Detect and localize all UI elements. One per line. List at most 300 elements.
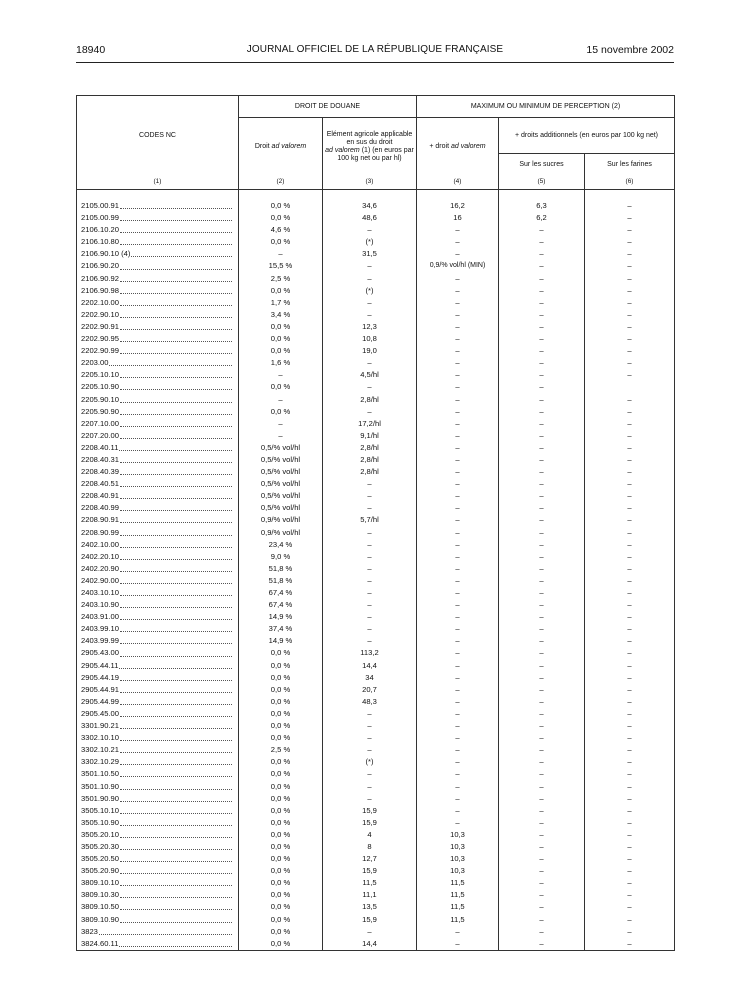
droit-ad-valorem: 0,5/% vol/hl [239,442,323,454]
droit-add-farines: – [585,877,675,889]
leader-dots [120,788,232,790]
code-nc-cell [77,781,239,793]
leader-dots [120,908,232,910]
plus-droit-ad-valorem: 11,5 [417,914,499,926]
droit-ad-valorem: 0,0 % [239,285,323,297]
plus-droit-ad-valorem: – [417,394,499,406]
table-row [77,442,675,454]
element-agricole: 12,3 [323,321,417,333]
table-row [77,248,675,260]
plus-droit-ad-valorem: – [417,781,499,793]
table-row [77,684,675,696]
code-nc-cell [77,466,239,478]
element-agricole: 19,0 [323,345,417,357]
plus-droit-ad-valorem: – [417,454,499,466]
table-row [77,357,675,369]
element-agricole: – [323,551,417,563]
droit-add-sucres: 6,2 [499,212,585,224]
code-nc-cell [77,647,239,659]
table-row [77,732,675,744]
code-nc-cell [77,829,239,841]
code-nc-cell [77,502,239,514]
max-min-header: MAXIMUM OU MINIMUM DE PERCEPTION (2) [417,96,675,118]
code-nc-cell [77,248,239,260]
code-nc: 2403.91.00 [81,612,120,622]
code-nc: 3809.10.30 [81,890,120,900]
code-nc: 3505.20.50 [81,854,120,864]
code-nc-cell [77,805,239,817]
code-nc-cell [77,901,239,913]
droit-add-farines: – [585,406,675,418]
leader-dots [120,594,232,596]
plus-droit-ad-valorem: – [417,297,499,309]
leader-dots [120,401,232,403]
droit-add-farines: – [585,672,675,684]
plus-droit-ad-valorem: – [417,551,499,563]
plus-droit-ad-valorem: – [417,514,499,526]
table-row [77,635,675,647]
element-agricole: 15,9 [323,914,417,926]
droit-add-sucres: – [499,599,585,611]
element-agricole: – [323,793,417,805]
table-row [77,345,675,357]
droit-add-sucres: – [499,732,585,744]
code-nc: 2205.10.10 [81,370,120,380]
droit-add-farines: – [585,466,675,478]
droit-add-farines: – [585,478,675,490]
droit-add-sucres: – [499,224,585,236]
element-agricole: 15,9 [323,805,417,817]
code-nc: 2202.10.00 [81,297,120,307]
droit-add-farines: – [585,563,675,575]
droit-ad-valorem: 1,6 % [239,357,323,369]
droit-ad-valorem: 0,0 % [239,805,323,817]
table-row [77,877,675,889]
leader-dots [120,413,232,415]
table-row [77,901,675,913]
code-nc: 2203.00 [81,358,109,368]
element-agricole: (*) [323,236,417,248]
droit-ad-valorem: 9,0 % [239,551,323,563]
table-row [77,514,675,526]
droit-add-farines: – [585,841,675,853]
leader-dots [120,352,232,354]
code-nc: 2208.40.51 [81,479,120,489]
table-row [77,273,675,285]
leader-dots [120,437,232,439]
leader-dots [120,304,232,306]
element-agricole: – [323,732,417,744]
code-nc-cell [77,587,239,599]
table-row [77,478,675,490]
table-row [77,418,675,430]
droit-ad-valorem: 0,5/% vol/hl [239,454,323,466]
droit-ad-valorem: 14,9 % [239,635,323,647]
code-nc: 3501.10.90 [81,781,120,791]
droit-ad-valorem: 0,0 % [239,720,323,732]
plus-droit-ad-valorem: – [417,248,499,260]
code-nc: 3302.10.21 [81,745,120,755]
droit-add-sucres: – [499,672,585,684]
leader-dots [120,896,232,898]
droit-add-farines: – [585,781,675,793]
element-agricole: – [323,490,417,502]
droit-add-farines: – [585,793,675,805]
code-nc: 3505.20.30 [81,841,120,851]
droit-add-sucres: – [499,357,585,369]
code-nc-cell [77,224,239,236]
code-nc-cell [77,768,239,780]
code-nc: 2402.90.00 [81,575,120,585]
plus-droit-header: + droit ad valorem [417,118,499,176]
droit-add-sucres: – [499,635,585,647]
element-agricole: – [323,502,417,514]
droit-ad-valorem: 3,4 % [239,309,323,321]
droit-add-sucres: – [499,418,585,430]
element-agricole: 48,6 [323,212,417,224]
droit-add-sucres: – [499,817,585,829]
element-agricole: (*) [323,285,417,297]
plus-droit-ad-valorem: – [417,587,499,599]
element-agricole: 14,4 [323,660,417,672]
code-nc-cell [77,720,239,732]
leader-dots [120,618,232,620]
element-agricole: – [323,309,417,321]
leader-dots [120,703,232,705]
leader-dots [120,219,232,221]
droit-add-sucres: – [499,273,585,285]
leader-dots [120,485,232,487]
code-nc: 3505.20.90 [81,866,120,876]
leader-dots [120,727,232,729]
droit-ad-valorem: 0,0 % [239,333,323,345]
col-number-1: (1) [77,176,239,190]
droit-add-sucres: – [499,345,585,357]
droit-add-farines: – [585,200,675,212]
droit-add-farines: – [585,817,675,829]
code-nc-cell [77,889,239,901]
code-nc-cell [77,877,239,889]
code-nc: 2202.90.99 [81,346,120,356]
plus-droit-ad-valorem: – [417,672,499,684]
code-nc-cell [77,539,239,551]
code-nc-cell [77,406,239,418]
element-agricole: – [323,563,417,575]
leader-dots [109,364,232,366]
droit-add-sucres: – [499,260,585,272]
sur-farines-header: Sur les farines [585,154,675,176]
leader-dots [120,207,232,209]
col-number-6: (6) [585,176,675,190]
droit-ad-valorem-header: Droit ad valorem [239,118,323,176]
droit-add-farines: – [585,805,675,817]
plus-droit-ad-valorem: – [417,309,499,321]
element-agricole: – [323,587,417,599]
code-nc-cell [77,623,239,635]
droit-add-sucres: – [499,611,585,623]
table-row [77,369,675,381]
table-row [77,696,675,708]
droit-add-farines: – [585,527,675,539]
droit-add-sucres: – [499,490,585,502]
element-agricole: – [323,635,417,647]
code-nc-cell [77,430,239,442]
code-nc: 3809.10.90 [81,914,120,924]
plus-droit-ad-valorem: – [417,224,499,236]
element-agricole: 113,2 [323,647,417,659]
droit-add-sucres: – [499,877,585,889]
code-nc-cell [77,454,239,466]
droit-add-farines: – [585,394,675,406]
table-row [77,466,675,478]
droit-add-sucres: – [499,914,585,926]
droit-add-farines: – [585,720,675,732]
droit-add-sucres: – [499,236,585,248]
droit-add-farines: – [585,224,675,236]
leader-dots [120,691,232,693]
code-nc: 2207.20.00 [81,430,120,440]
leader-dots [120,655,232,657]
table-row [77,490,675,502]
droit-ad-valorem: 0,0 % [239,647,323,659]
droit-ad-valorem: 2,5 % [239,744,323,756]
table-row [77,321,675,333]
leader-dots [120,921,232,923]
droit-add-farines: – [585,248,675,260]
code-nc-cell [77,744,239,756]
element-agricole: 10,8 [323,333,417,345]
droit-add-sucres: – [499,708,585,720]
droit-add-farines: – [585,212,675,224]
droit-ad-valorem: 51,8 % [239,563,323,575]
droit-add-sucres: – [499,938,585,951]
code-nc: 2402.20.90 [81,563,120,573]
plus-droit-ad-valorem: – [417,708,499,720]
droit-add-sucres: – [499,333,585,345]
droit-ad-valorem: 0,0 % [239,781,323,793]
code-nc: 2207.10.00 [81,418,120,428]
code-nc: 2106.10.20 [81,225,120,235]
code-nc: 2208.40.31 [81,454,120,464]
plus-droit-ad-valorem: – [417,406,499,418]
droit-add-sucres: – [499,660,585,672]
table-row [77,200,675,212]
leader-dots [120,461,232,463]
element-agricole: – [323,527,417,539]
table-row [77,527,675,539]
plus-droit-ad-valorem: 16 [417,212,499,224]
code-nc: 2905.43.00 [81,648,120,658]
table-row [77,720,675,732]
table-row [77,660,675,672]
plus-droit-ad-valorem: – [417,357,499,369]
code-nc: 2202.90.10 [81,309,120,319]
droit-ad-valorem: 0,0 % [239,672,323,684]
element-agricole: 2,8/hl [323,394,417,406]
code-nc: 2208.40.99 [81,503,120,513]
code-nc-cell [77,345,239,357]
droit-ad-valorem: 4,6 % [239,224,323,236]
plus-droit-ad-valorem: – [417,466,499,478]
table-row [77,672,675,684]
droit-ad-valorem: 0,0 % [239,321,323,333]
element-agricole: 34 [323,672,417,684]
element-agricole: 11,5 [323,877,417,889]
code-nc: 3809.10.10 [81,878,120,888]
droit-ad-valorem: – [239,248,323,260]
code-nc-cell [77,442,239,454]
droit-add-sucres: – [499,756,585,768]
plus-droit-ad-valorem: – [417,938,499,951]
droit-add-sucres: – [499,575,585,587]
code-nc-cell [77,575,239,587]
element-agricole: – [323,926,417,938]
droit-add-farines: – [585,539,675,551]
code-nc: 2208.90.91 [81,515,120,525]
droit-add-farines: – [585,418,675,430]
droit-add-farines: – [585,430,675,442]
code-nc-cell [77,732,239,744]
code-nc-cell [77,853,239,865]
droit-add-farines: – [585,502,675,514]
droit-add-farines: – [585,514,675,526]
droit-add-farines: – [585,454,675,466]
droit-ad-valorem: 2,5 % [239,273,323,285]
leader-dots [120,763,232,765]
droit-add-farines: – [585,938,675,951]
droit-ad-valorem: 67,4 % [239,599,323,611]
droit-add-farines: – [585,684,675,696]
code-nc: 2205.10.90 [81,382,120,392]
droit-add-farines: – [585,369,675,381]
code-nc-cell [77,563,239,575]
table-row [77,914,675,926]
droit-add-farines: – [585,309,675,321]
code-nc: 2403.99.10 [81,624,120,634]
code-nc: 2205.90.90 [81,406,120,416]
leader-dots [119,667,232,669]
code-nc: 3501.10.50 [81,769,120,779]
droit-ad-valorem: 0,0 % [239,345,323,357]
droit-add-sucres: – [499,720,585,732]
leader-dots [120,473,232,475]
droit-add-farines: – [585,599,675,611]
code-nc-cell [77,478,239,490]
droit-add-farines: – [585,853,675,865]
droit-add-sucres: – [499,514,585,526]
droit-ad-valorem: 0,5/% vol/hl [239,478,323,490]
leader-dots [120,558,232,560]
droit-add-sucres: – [499,684,585,696]
droit-add-farines: – [585,889,675,901]
code-nc-cell [77,321,239,333]
droit-add-sucres: – [499,853,585,865]
code-nc: 2403.99.99 [81,636,120,646]
droit-add-sucres: – [499,926,585,938]
element-agricole: 2,8/hl [323,454,417,466]
droit-add-farines: – [585,914,675,926]
code-nc: 3302.10.29 [81,757,120,767]
plus-droit-ad-valorem: – [417,817,499,829]
element-agricole: 12,7 [323,853,417,865]
code-nc-cell [77,212,239,224]
element-agricole: – [323,768,417,780]
droit-ad-valorem: 1,7 % [239,297,323,309]
element-agricole: – [323,406,417,418]
droit-ad-valorem: 23,4 % [239,539,323,551]
table-row [77,756,675,768]
plus-droit-ad-valorem: – [417,502,499,514]
code-nc: 3505.20.10 [81,829,120,839]
droit-add-sucres: – [499,502,585,514]
code-nc: 2208.90.99 [81,527,120,537]
droit-ad-valorem: – [239,418,323,430]
leader-dots [120,292,232,294]
element-agricole: 9,1/hl [323,430,417,442]
plus-droit-ad-valorem: – [417,575,499,587]
code-nc: 2106.90.10 (4) [81,249,131,259]
droit-ad-valorem: 0,5/% vol/hl [239,502,323,514]
table-row [77,539,675,551]
leader-dots [120,630,232,632]
code-nc-cell [77,672,239,684]
element-agricole: 34,6 [323,200,417,212]
droit-de-douane-header: DROIT DE DOUANE [239,96,417,118]
droit-add-sucres: – [499,466,585,478]
droit-add-farines: – [585,273,675,285]
droit-add-farines: – [585,647,675,659]
droit-ad-valorem: 0,0 % [239,889,323,901]
droit-ad-valorem: – [239,430,323,442]
table-row [77,551,675,563]
droit-ad-valorem: 0,0 % [239,236,323,248]
element-agricole: – [323,781,417,793]
plus-droit-ad-valorem: – [417,732,499,744]
droit-add-sucres: 6,3 [499,200,585,212]
leader-dots [120,497,232,499]
col-number-3: (3) [323,176,417,190]
droit-add-sucres: – [499,285,585,297]
droit-add-sucres: – [499,829,585,841]
droit-add-farines: – [585,236,675,248]
code-nc-cell [77,865,239,877]
code-nc: 2402.10.00 [81,539,120,549]
element-agricole: – [323,611,417,623]
droit-add-farines: – [585,333,675,345]
code-nc-cell [77,260,239,272]
element-agricole: – [323,381,417,393]
droit-add-farines: – [585,865,675,877]
droit-add-farines: – [585,660,675,672]
table-row [77,260,675,272]
droit-add-farines: – [585,587,675,599]
issue-date: 15 novembre 2002 [586,44,674,56]
droit-add-sucres: – [499,369,585,381]
table-row [77,623,675,635]
droit-ad-valorem: 0,0 % [239,926,323,938]
droit-ad-valorem: 0,5/% vol/hl [239,490,323,502]
code-nc: 3501.90.90 [81,793,120,803]
plus-droit-ad-valorem: 0,9/% vol/hl (MIN) [417,260,499,272]
plus-droit-ad-valorem: – [417,756,499,768]
droit-add-farines: – [585,732,675,744]
element-agricole: – [323,357,417,369]
leader-dots [120,679,232,681]
plus-droit-ad-valorem: – [417,660,499,672]
droit-add-sucres: – [499,551,585,563]
code-nc-cell [77,200,239,212]
table-row [77,817,675,829]
